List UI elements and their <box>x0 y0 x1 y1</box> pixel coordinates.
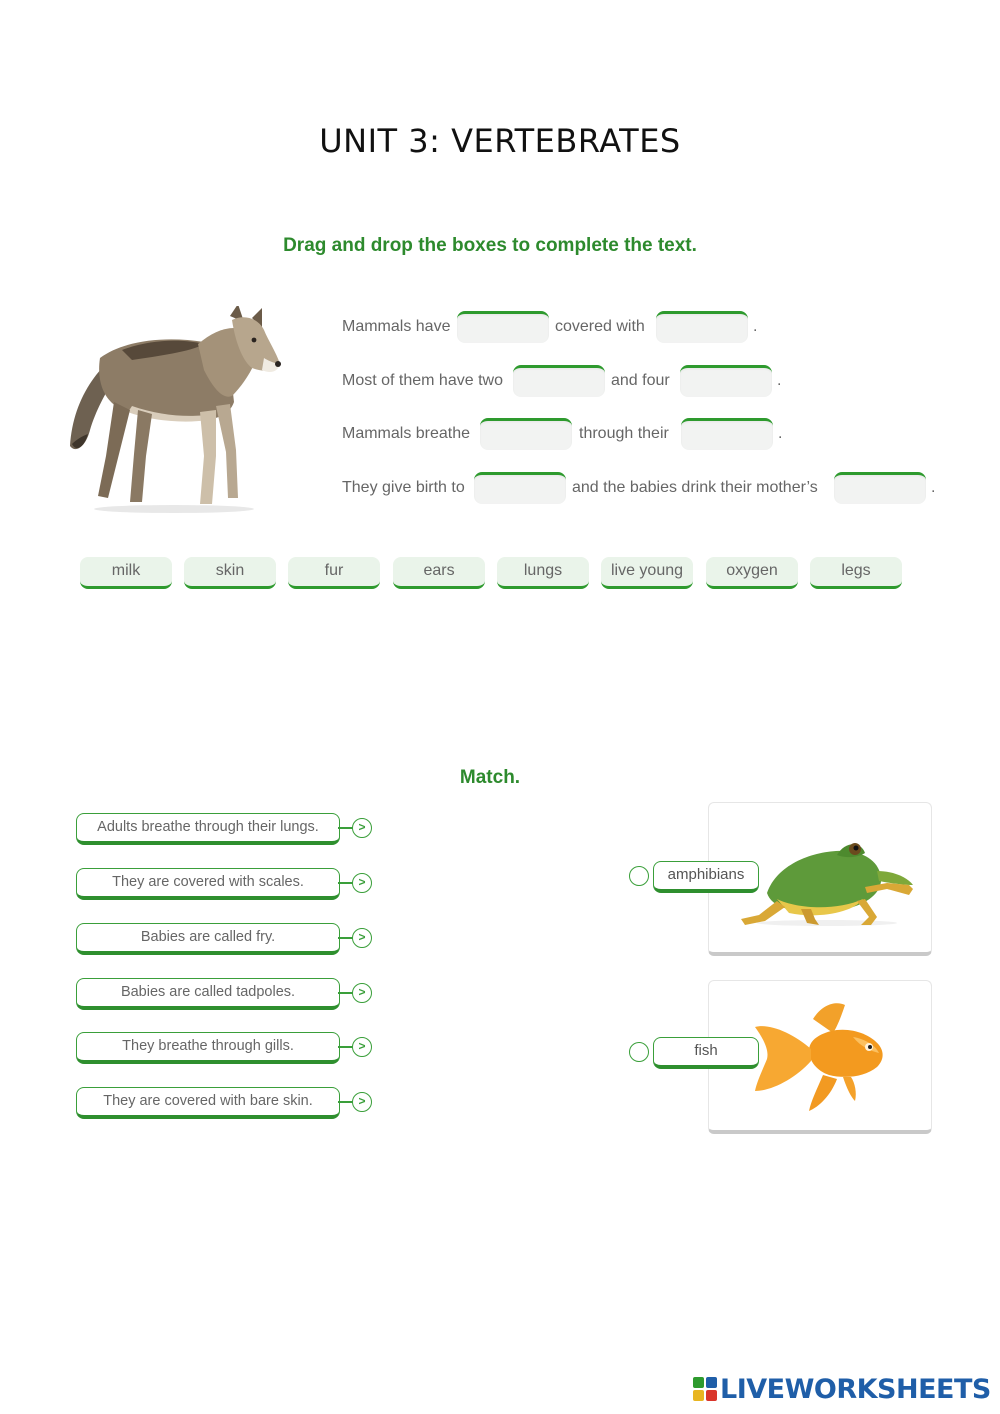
drop-zone-3a[interactable] <box>480 418 572 450</box>
match-handle-1[interactable]: > <box>352 818 372 838</box>
goldfish-image <box>753 997 887 1117</box>
drop-zone-1a[interactable] <box>457 311 549 343</box>
match-handle-3[interactable]: > <box>352 928 372 948</box>
word-chip-milk[interactable]: milk <box>80 557 172 589</box>
drop-zone-2b[interactable] <box>680 365 772 397</box>
drop-zone-1b[interactable] <box>656 311 748 343</box>
sentence-1-part-2: covered with <box>555 318 645 335</box>
sentence-2 <box>342 365 842 395</box>
sentence-1 <box>342 311 842 341</box>
sentence-3-part-1: Mammals breathe <box>342 425 471 442</box>
match-statement-1[interactable]: Adults breathe through their lungs. <box>76 813 340 845</box>
logo-text: LIVEWORKSHEETS <box>720 1373 991 1405</box>
liveworksheets-logo <box>693 1374 991 1404</box>
word-chip-lungs[interactable]: lungs <box>497 557 589 589</box>
match-statement-2[interactable]: They are covered with scales. <box>76 868 340 900</box>
sentence-1-part-1: Mammals have <box>342 318 451 335</box>
sentence-3-part-2: through their <box>579 425 669 442</box>
sentence-2-part-2: and four <box>611 372 670 389</box>
word-chip-live-young[interactable]: live young <box>601 557 693 589</box>
drag-drop-instruction: Drag and drop the boxes to complete the text. <box>283 235 697 256</box>
target-label-fish[interactable]: fish <box>653 1037 759 1069</box>
match-handle-6[interactable]: > <box>352 1092 372 1112</box>
match-handle-4[interactable]: > <box>352 983 372 1003</box>
match-handle-5[interactable]: > <box>352 1037 372 1057</box>
word-chip-oxygen[interactable]: oxygen <box>706 557 798 589</box>
drop-zone-2a[interactable] <box>513 365 605 397</box>
target-handle-fish[interactable] <box>629 1042 649 1062</box>
drop-zone-4a[interactable] <box>474 472 566 504</box>
sentence-1-end: . <box>753 318 758 335</box>
sentence-4-part-2: and the babies drink their mother’s <box>572 479 818 496</box>
sentence-3-end: . <box>778 425 783 442</box>
match-statement-5[interactable]: They breathe through gills. <box>76 1032 340 1064</box>
match-handle-2[interactable]: > <box>352 873 372 893</box>
drop-zone-3b[interactable] <box>681 418 773 450</box>
match-statement-3[interactable]: Babies are called fry. <box>76 923 340 955</box>
word-chip-legs[interactable]: legs <box>810 557 902 589</box>
sentence-4 <box>342 472 942 502</box>
wolf-image <box>62 306 282 516</box>
word-chip-skin[interactable]: skin <box>184 557 276 589</box>
page-title: UNIT 3: VERTEBRATES <box>319 122 681 160</box>
logo-mark-icon <box>693 1377 717 1401</box>
sentence-4-part-1: They give birth to <box>342 479 465 496</box>
word-chip-fur[interactable]: fur <box>288 557 380 589</box>
frog-image <box>737 837 917 929</box>
target-label-amphibians[interactable]: amphibians <box>653 861 759 893</box>
match-instruction: Match. <box>459 767 521 788</box>
word-chip-ears[interactable]: ears <box>393 557 485 589</box>
drop-zone-4b[interactable] <box>834 472 926 504</box>
target-handle-amphibians[interactable] <box>629 866 649 886</box>
sentence-2-part-1: Most of them have two <box>342 372 503 389</box>
match-statement-6[interactable]: They are covered with bare skin. <box>76 1087 340 1119</box>
match-statement-4[interactable]: Babies are called tadpoles. <box>76 978 340 1010</box>
sentence-2-end: . <box>777 372 782 389</box>
sentence-3 <box>342 418 842 448</box>
sentence-4-end: . <box>931 479 936 496</box>
